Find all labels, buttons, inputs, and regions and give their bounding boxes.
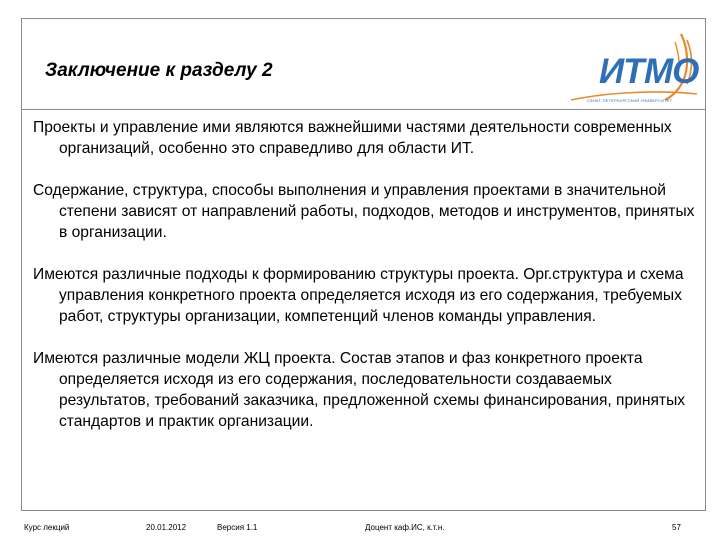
itmo-logo [569,32,701,110]
paragraph-3: Имеются различные подходы к формированию структуры проекта. Орг.структура и схема управления конкретного проекта определяется исходя из его содержания, требуемых работ, структуры организации, компетенций членов команды управления. [33,266,684,325]
paragraph-2: Содержание, структура, способы выполнения и управления проектами в значительной степени зависят от направлений работы, подходов, методов и инструментов, принятых в организации. [33,182,695,241]
paragraph-1: Проекты и управление ими являются важнейшими частями деятельности современных организаций, особенно это справедливо для области ИТ. [33,119,672,157]
paragraph-4: Имеются различные модели ЖЦ проекта. Состав этапов и фаз конкретного проекта определяется исходя из его содержания, последовательности создаваемых результатов, требований заказчика, предложенной схемы финансирования, принятых стандартов и практик организации. [33,350,686,430]
slide-footer [0,523,720,537]
slide-header [21,18,706,110]
slide-body [33,117,698,453]
footer-date: 20.01.2012 [146,523,187,532]
slide-title: Заключение к разделу 2 [45,60,273,81]
footer-author: Доцент каф.ИС, к.т.н. [365,523,445,532]
logo-caption: САНКТ-ПЕТЕРБУРГСКИЙ УНИВЕРСИТЕТ [587,98,673,103]
footer-course: Курс лекций [24,523,70,532]
logo-text: ИТМО [599,52,699,91]
footer-version: Версия 1.1 [217,523,258,532]
header-divider [21,109,706,110]
footer-page-number: 57 [672,523,681,532]
